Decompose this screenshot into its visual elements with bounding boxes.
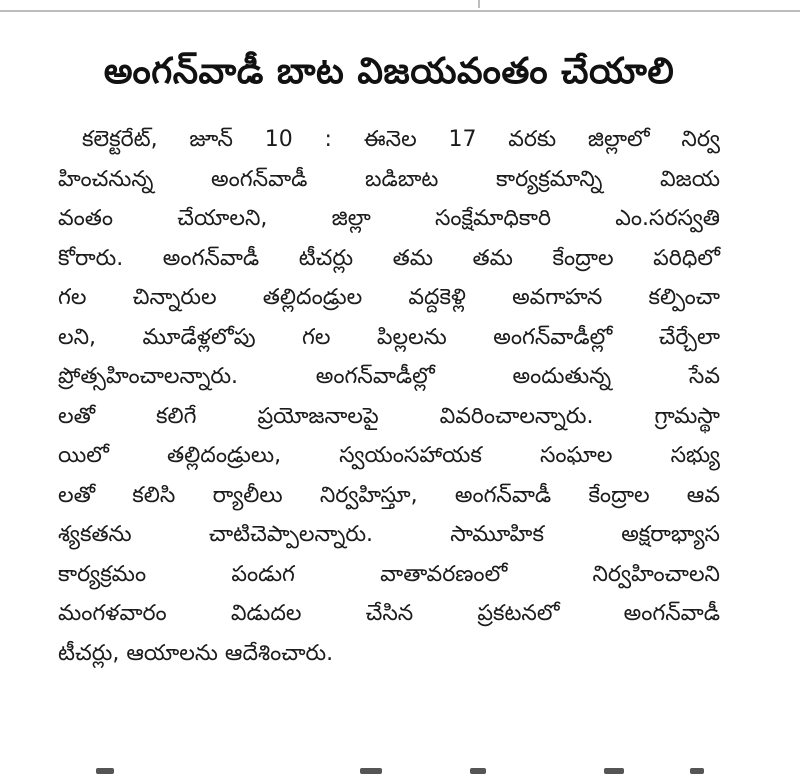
article-line: వంతం చేయాలని, జిల్లా సంక్షేమాధికారి ఎం.సరస్వతి bbox=[58, 206, 720, 231]
article-line: మంగళవారం విడుదల చేసిన ప్రకటనలో అంగన్‌వాడీ bbox=[58, 601, 720, 626]
article-line: శ్యకతను చాటిచెప్పాలన్నారు. సామూహిక అక్షరాభ్యాస bbox=[58, 522, 720, 547]
article-headline: అంగన్‌వాడీ బాట విజయవంతం చేయాలి bbox=[103, 51, 675, 92]
top-divider-tick bbox=[478, 0, 480, 8]
top-divider bbox=[0, 10, 800, 12]
article-body bbox=[58, 120, 720, 673]
article-line: టీచర్లు, ఆయాలను ఆదేశించారు. bbox=[58, 640, 334, 666]
article-line: కలెక్టరేట్, జూన్ 10 : ఈనెల 17 వరకు జిల్లాలో నిర్వ bbox=[82, 127, 720, 152]
article-line: యిలో తల్లిదండ్రులు, స్వయంసహాయక సంఘాల సభ్యు bbox=[58, 443, 720, 468]
article-line: కోరారు. అంగన్‌వాడీ టీచర్లు తమ తమ కేంద్రాల పరిధిలో bbox=[58, 245, 720, 271]
article-line: లతో కలిసి ర్యాలీలు నిర్వహిస్తూ, అంగన్‌వాడీ కేంద్రాల ఆవ bbox=[58, 482, 720, 508]
next-article-cutoff bbox=[0, 762, 800, 774]
cutoff-glyph bbox=[470, 768, 486, 774]
article-line: లని, మూడేళ్లలోపు గల పిల్లలను అంగన్‌వాడీల్లో చేర్చేలా bbox=[58, 324, 720, 350]
article-line: గల చిన్నారుల తల్లిదండ్రుల వద్దకెళ్లి అవగాహన కల్పించా bbox=[58, 285, 720, 310]
article-line: ప్రోత్సహించాలన్నారు. అంగన్‌వాడీల్లో అందుతున్న సేవ bbox=[58, 364, 720, 389]
article-line: లతో కలిగే ప్రయోజనాలపై వివరించాలన్నారు. గ్రామస్థా bbox=[58, 403, 720, 429]
cutoff-glyph bbox=[690, 768, 704, 774]
news-article bbox=[58, 42, 720, 673]
article-line: హించనున్న అంగన్‌వాడీ బడిబాట కార్యక్రమాన్ని విజయ bbox=[58, 166, 720, 192]
cutoff-glyph bbox=[604, 768, 624, 774]
cutoff-glyph bbox=[360, 768, 382, 774]
article-line: కార్యక్రమం పండుగ వాతావరణంలో నిర్వహించాలని bbox=[58, 561, 720, 587]
cutoff-glyph bbox=[96, 768, 114, 774]
